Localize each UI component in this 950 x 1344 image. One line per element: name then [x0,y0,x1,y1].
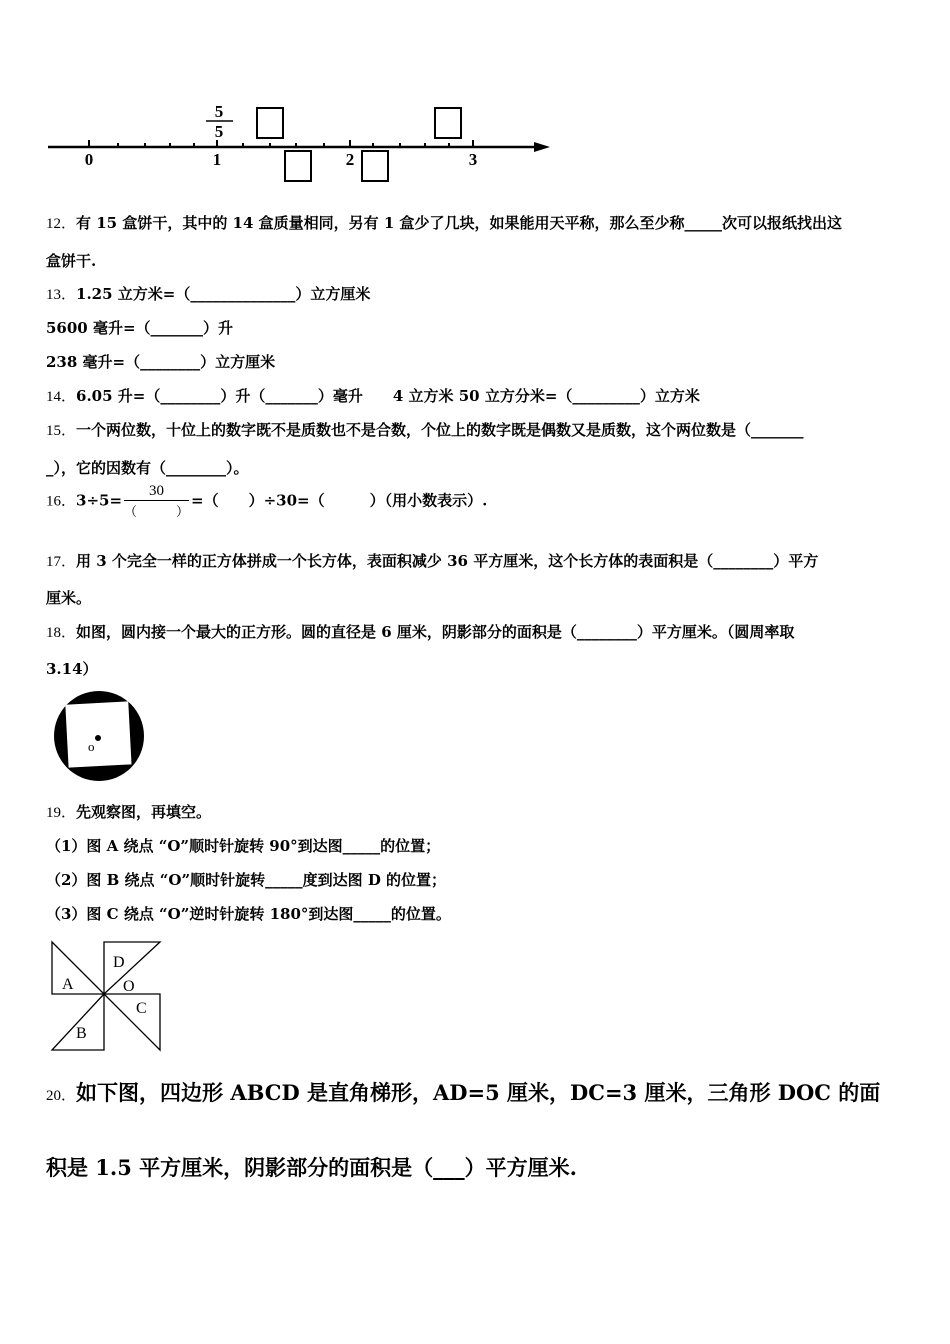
question-20-cont: 积是 1.5 平方厘米，阴影部分的面积是（___）平方厘米. [46,1155,577,1180]
question-19-item-3: （3）图 C 绕点 “O”逆时针旋转 180°到达图_____的位置。 [46,905,451,923]
label-D: D [113,954,125,971]
tick-label-3: 3 [468,150,478,169]
question-13: 13．1.25 立方米=（______________）立方厘米 [46,285,371,303]
question-16: 16．3÷5= $\frac{30}{( )}$ =（ ）÷30=（ ）（用小数表示）. [46,483,488,519]
pinwheel-figure [40,930,170,1060]
tick-label-1: 1 [212,150,222,169]
question-15-cont: _），它的因数有（________）。 [46,459,249,477]
circle-square-figure [50,690,150,782]
question-17-cont: 厘米。 [46,589,92,607]
fraction-numerator: 5 [214,102,224,121]
figure-label-o: o [88,739,95,754]
question-17: 17．用 3 个完全一样的正方体拼成一个长方体，表面积减少 36 平方厘米，这个长方体的表面积是（________）平方 [46,552,819,570]
question-19-item-2: （2）图 B 绕点 “O”顺时针旋转_____度到达图 D 的位置； [46,871,447,889]
fraction-denominator: 5 [214,122,224,141]
question-18: 18．如图，圆内接一个最大的正方形。圆的直径是 6 厘米，阴影部分的面积是（________）平方厘米。（圆周率取 [46,623,795,641]
label-A: A [62,976,74,993]
question-19-item-1: （1）图 A 绕点 “O”顺时针旋转 90°到达图_____的位置； [46,837,441,855]
fraction: $\frac{30}{( )}$ [124,483,190,519]
question-15: 15．一个两位数，十位上的数字既不是质数也不是合数，个位上的数字既是偶数又是质数，这个两位数是（_______ [46,421,804,439]
question-14: 14．6.05 升=（________）升（_______）毫升 4 立方米 50 立方分米=（_________）立方米 [46,387,700,405]
question-18-cont: 3.14） [46,660,98,678]
label-B: B [76,1025,87,1042]
question-12: 12．有 15 盒饼干，其中的 14 盒质量相同，另有 1 盒少了几块，如果能用天平称，那么至少称_____次可以报纸找出这 [46,214,843,232]
label-O: O [123,978,135,995]
question-20: 20．如下图，四边形 ABCD 是直角梯形，AD=5 厘米，DC=3 厘米，三角形 DOC 的面 [46,1080,881,1105]
question-12-cont: 盒饼干. [46,252,97,270]
answer-boxes[interactable] [257,108,461,181]
number-line-figure [40,95,560,190]
question-13-c: 238 毫升=（________）立方厘米 [46,353,276,371]
label-C: C [136,1000,147,1017]
question-19: 19．先观察图，再填空。 [46,803,212,821]
tick-label-0: 0 [84,150,94,169]
question-13-b: 5600 毫升=（_______）升 [46,319,234,337]
tick-label-2: 2 [345,150,355,169]
